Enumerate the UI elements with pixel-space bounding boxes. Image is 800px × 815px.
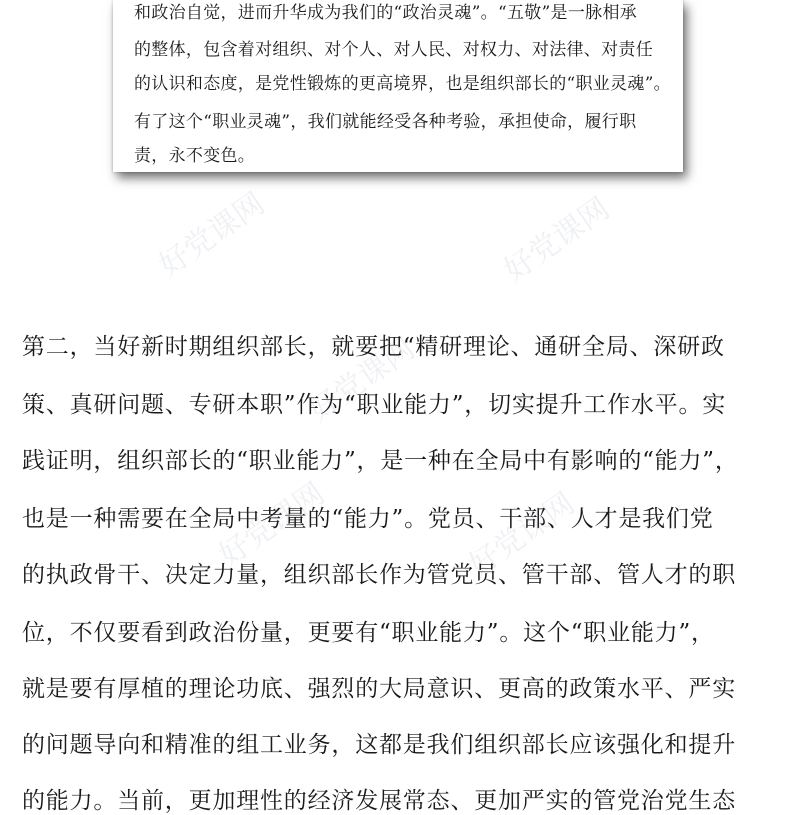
paragraph-line: 的能力。当前，更加理性的经济发展常态、更加严实的管党治党生态 xyxy=(22,788,736,814)
paragraph-line: 第二，当好新时期组织部长，就要把“精研理论、通研全局、深研政 xyxy=(22,334,725,360)
paragraph-line: 的执政骨干、决定力量，组织部长作为管党员、管干部、管人才的职 xyxy=(22,562,736,588)
watermark: 好党课网 xyxy=(462,486,582,584)
paragraph-line: 位，不仅要看到政治份量，更要有“职业能力”。这个“职业能力”， xyxy=(22,620,715,646)
quote-line: 有了这个“职业灵魂”，我们就能经受各种考验，承担使命，履行职 xyxy=(134,112,637,132)
watermark: 好党课网 xyxy=(152,186,272,284)
watermark: 好党课网 xyxy=(497,191,617,289)
paragraph-line: 策、真研问题、专研本职”作为“职业能力”，切实提升工作水平。实 xyxy=(22,392,727,418)
paragraph-line: 就是要有厚植的理论功底、强烈的大局意识、更高的政策水平、严实 xyxy=(22,676,736,702)
quote-line: 和政治自觉，进而升华成为我们的“政治灵魂”。“五敬”是一脉相承 xyxy=(134,3,638,23)
watermark: 好党课网 xyxy=(212,476,332,574)
quote-line: 的整体，包含着对组织、对个人、对人民、对权力、对法律、对责任 xyxy=(134,40,653,60)
watermark: 好党课网 xyxy=(302,331,422,429)
paragraph-line: 的问题导向和精准的组工业务，这都是我们组织部长应该强化和提升 xyxy=(22,732,736,758)
quote-card xyxy=(113,0,683,172)
paragraph-line: 也是一种需要在全局中考量的“能力”。党员、干部、人才是我们党 xyxy=(22,506,714,532)
paragraph-line: 践证明，组织部长的“职业能力”，是一种在全局中有影响的“能力”， xyxy=(22,448,739,474)
quote-line: 责，永不变色。 xyxy=(134,146,256,166)
quote-line: 的认识和态度，是党性锻炼的更高境界，也是组织部长的“职业灵魂”。 xyxy=(134,74,671,94)
